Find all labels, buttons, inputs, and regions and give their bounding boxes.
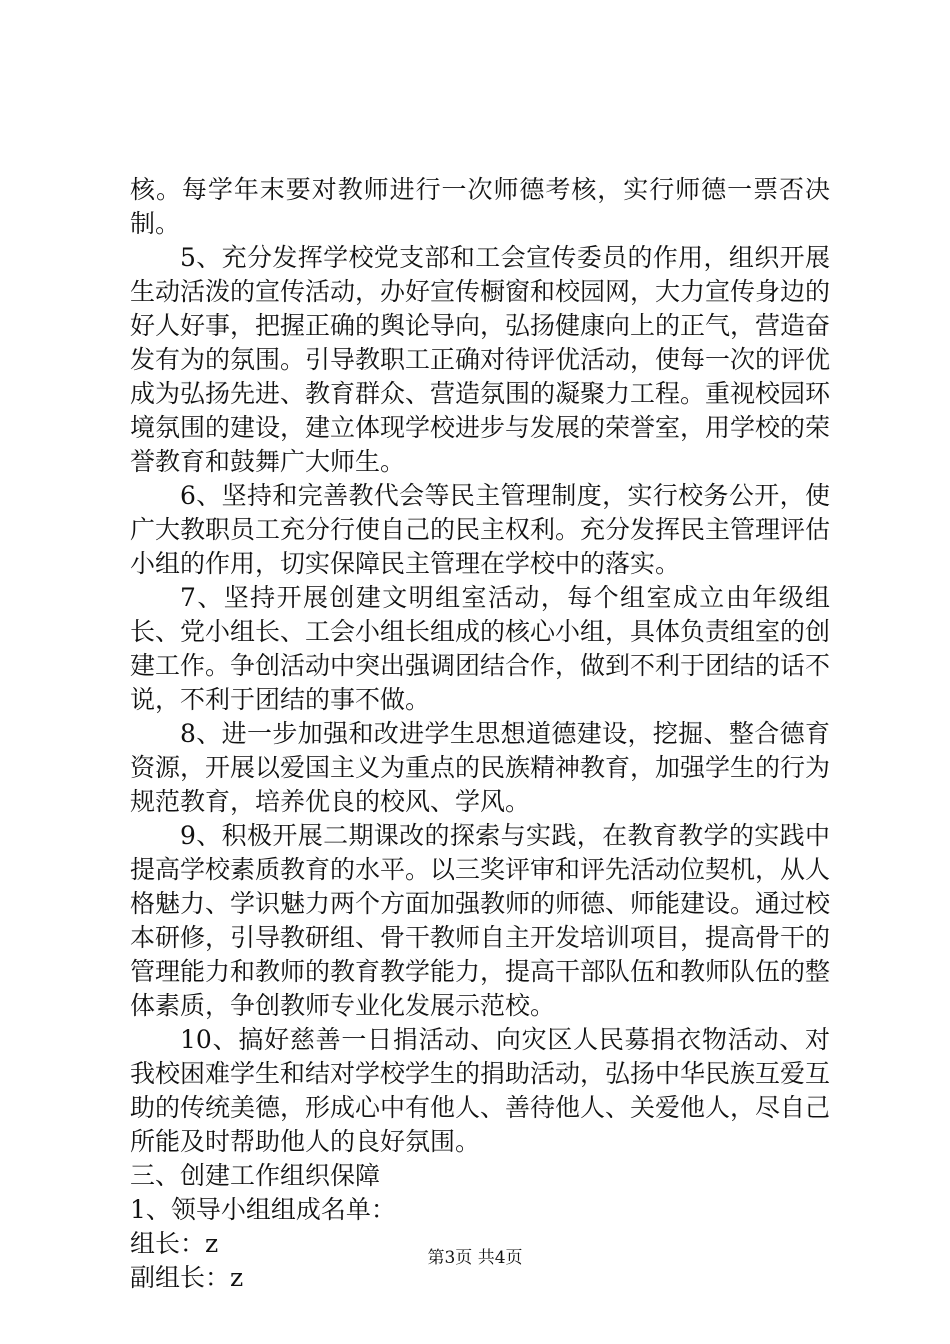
page-number-footer: 第3页 共4页 xyxy=(427,1248,523,1268)
document-body xyxy=(130,173,830,1295)
paragraph-item-10: 10、搞好慈善一日捐活动、向灾区人民募捐衣物活动、对我校困难学生和结对学校学生的捐助活动，弘扬中华民族互爱互助的传统美德，形成心中有他人、善待他人、关爱他人，尽自己所能及时帮助他人的良好氛围。 xyxy=(130,1025,831,1156)
paragraph-item-8: 8、进一步加强和改进学生思想道德建设，挖掘、整合德育资源，开展以爱国主义为重点的民族精神教育，加强学生的行为规范教育，培养优良的校风、学风。 xyxy=(130,719,831,816)
paragraph-item-6: 6、坚持和完善教代会等民主管理制度，实行校务公开，使广大教职员工充分行使自己的民主权利。充分发挥民主管理评估小组的作用，切实保障民主管理在学校中的落实。 xyxy=(130,481,831,578)
section-heading: 三、创建工作组织保障 xyxy=(130,1161,381,1190)
list-heading: 1、领导小组组成名单： xyxy=(130,1195,396,1224)
leader-line: 组长：z xyxy=(130,1229,219,1258)
deputy-leader-line: 副组长：z xyxy=(130,1263,244,1292)
paragraph-continuation: 核。每学年末要对教师进行一次师德考核，实行师德一票否决制。 xyxy=(130,175,830,238)
paragraph-item-7: 7、坚持开展创建文明组室活动，每个组室成立由年级组长、党小组长、工会小组长组成的核心小组，具体负责组室的创建工作。争创活动中突出强调团结合作，做到不利于团结的话不说，不利于团结的事不做。 xyxy=(130,583,831,714)
paragraph-item-5: 5、充分发挥学校党支部和工会宣传委员的作用，组织开展生动活泼的宣传活动，办好宣传橱窗和校园网，大力宣传身边的好人好事，把握正确的舆论导向，弘扬健康向上的正气，营造奋发有为的氛围。引导教职工正确对待评优活动，使每一次的评优成为弘扬先进、教育群众、营造氛围的凝聚力工程。重视校园环境氛围的建设，建立体现学校进步与发展的荣誉室，用学校的荣誉教育和鼓舞广大师生。 xyxy=(130,243,831,476)
paragraph-item-9: 9、积极开展二期课改的探索与实践，在教育教学的实践中提高学校素质教育的水平。以三奖评审和评先活动位契机，从人格魅力、学识魅力两个方面加强教师的师德、师能建设。通过校本研修，引导教研组、骨干教师自主开发培训项目，提高骨干的管理能力和教师的教育教学能力，提高干部队伍和教师队伍的整体素质，争创教师专业化发展示范校。 xyxy=(130,821,831,1020)
